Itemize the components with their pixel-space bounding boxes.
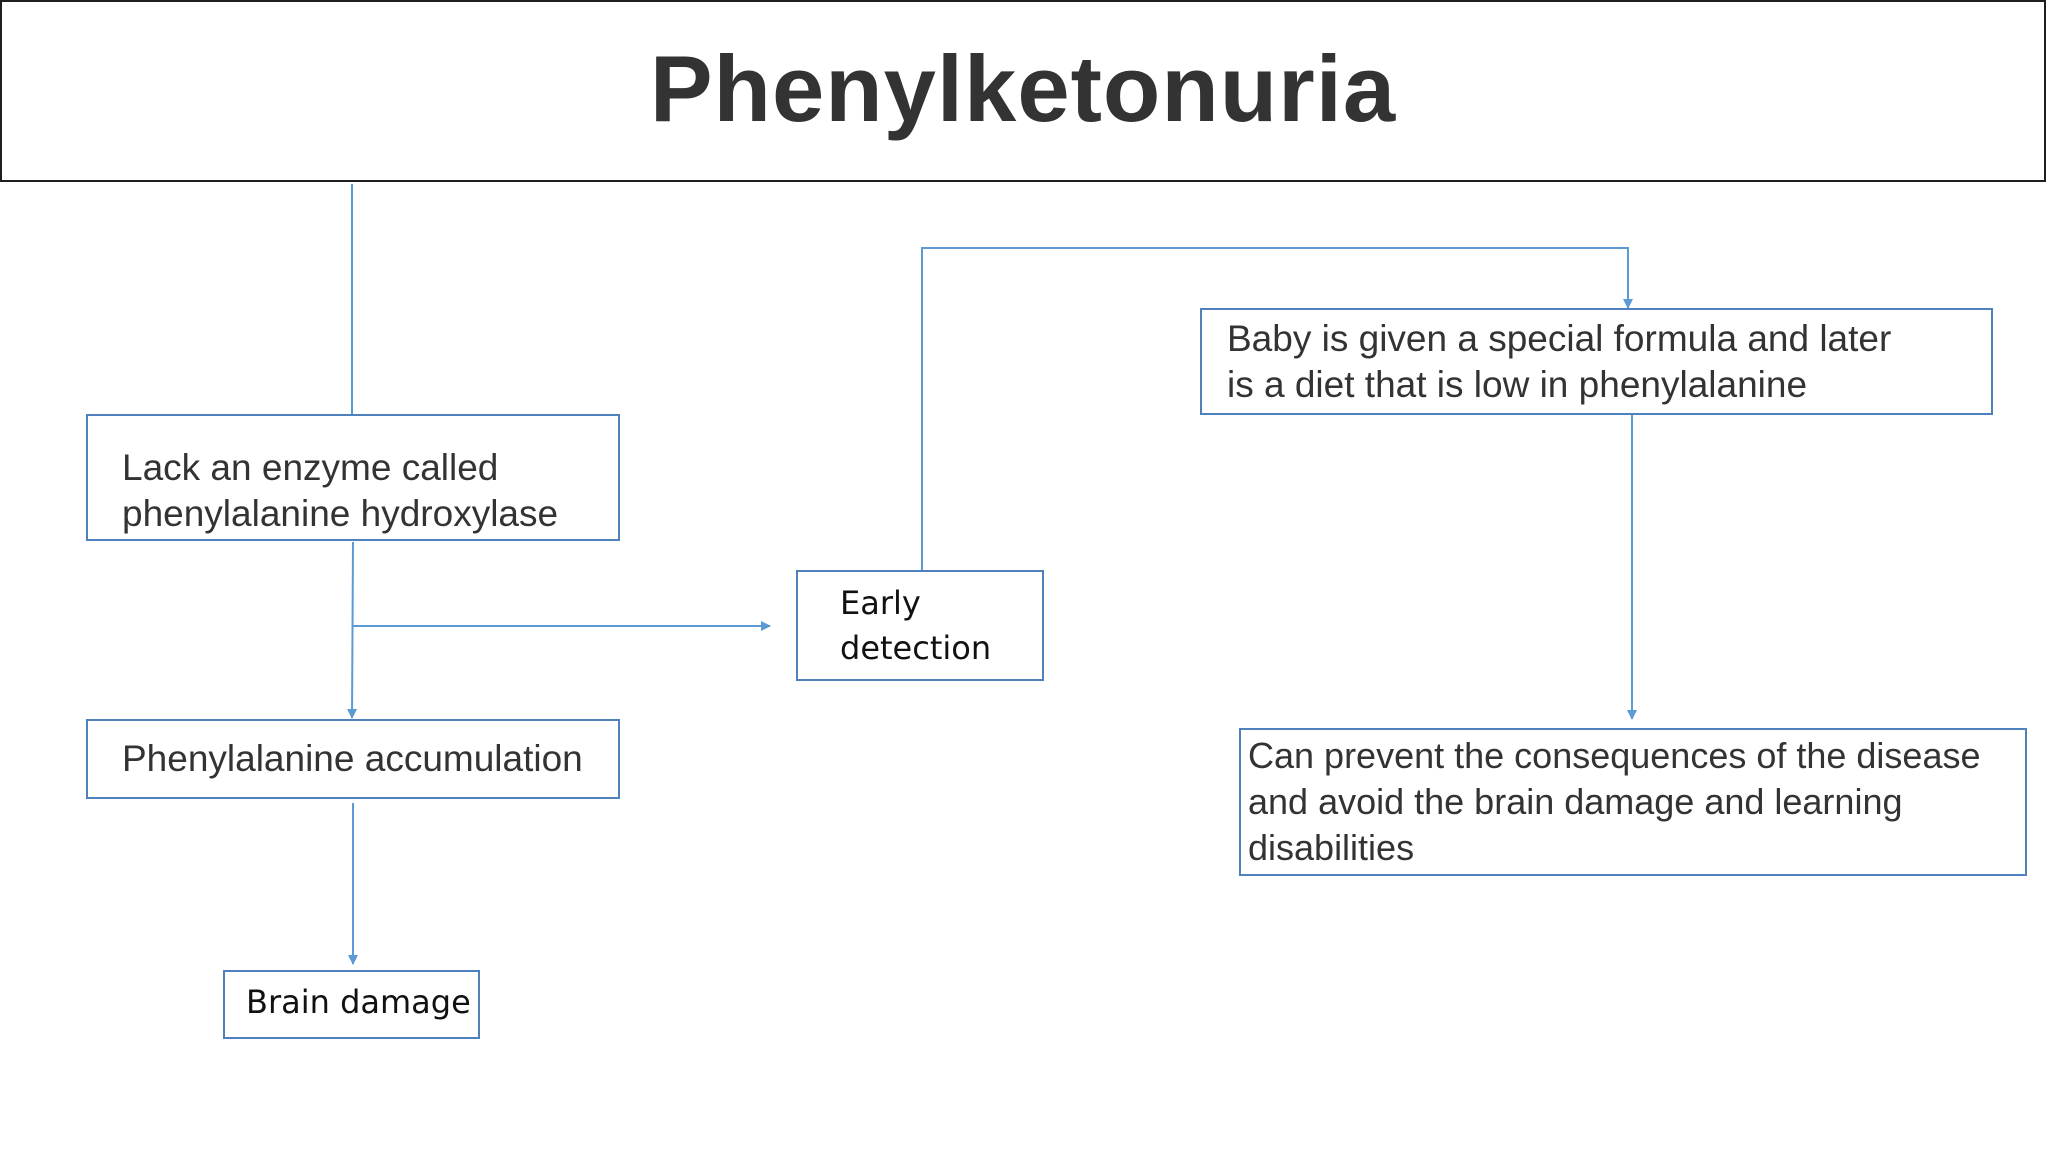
node-prevent-consequences-line2: and avoid the brain damage and learning	[1248, 781, 1903, 822]
node-early-detection-line1: Early	[840, 584, 921, 622]
node-prevent-consequences-line1: Can prevent the consequences of the disease	[1248, 735, 1981, 776]
node-lack-enzyme	[86, 414, 620, 541]
node-early-detection	[796, 570, 1044, 681]
node-special-formula	[1200, 308, 1993, 415]
node-early-detection-line2: detection	[840, 629, 992, 667]
arrow-enzyme-to-accumulation	[352, 542, 353, 718]
node-lack-enzyme-line1: Lack an enzyme called	[122, 447, 499, 488]
node-phenylalanine-accumulation	[86, 719, 620, 799]
page-title: Phenylketonuria	[649, 36, 1397, 141]
node-brain-damage-text: Brain damage	[246, 983, 471, 1021]
node-prevent-consequences-line3: disabilities	[1248, 827, 1415, 868]
node-special-formula-line2: is a diet that is low in phenylalanine	[1227, 364, 1808, 405]
node-special-formula-line1: Baby is given a special formula and later	[1227, 318, 1892, 359]
node-lack-enzyme-line2: phenylalanine hydroxylase	[122, 493, 559, 534]
node-prevent-consequences	[1239, 728, 2027, 876]
node-phenylalanine-accumulation-text: Phenylalanine accumulation	[122, 738, 583, 779]
node-brain-damage	[223, 970, 480, 1039]
